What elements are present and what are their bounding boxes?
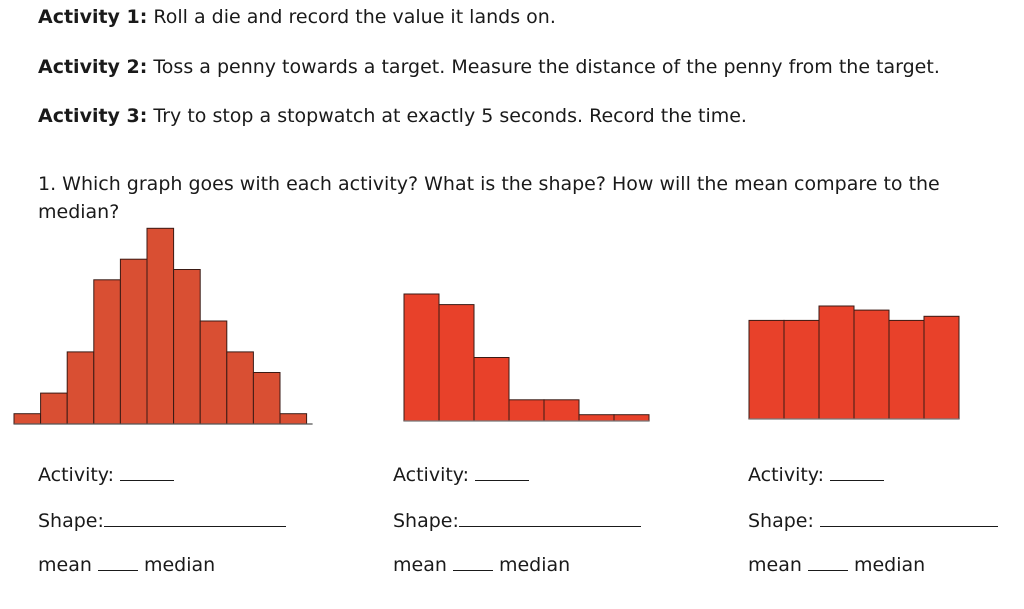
col1-activity-blank[interactable]: [120, 464, 174, 481]
chart2-bar-6: [579, 415, 614, 421]
col2-mean-label: mean: [393, 554, 447, 576]
chart1-bar-7: [174, 270, 201, 425]
col1-shape-label: Shape:: [38, 510, 104, 532]
col1-shape-row: [38, 510, 286, 532]
activity-2-line: [38, 56, 940, 78]
col3-shape-blank[interactable]: [820, 510, 998, 527]
chart1-bar-3: [67, 352, 94, 424]
col3-activity-blank[interactable]: [830, 464, 884, 481]
col1-shape-blank[interactable]: [104, 510, 286, 527]
chart2-bar-3: [474, 358, 509, 422]
col1-median-label: median: [143, 554, 216, 576]
chart1-bar-9: [227, 352, 254, 424]
chart3-bar-6: [924, 316, 959, 419]
chart3-bar-4: [854, 310, 889, 419]
col1-mean-row: [38, 554, 215, 576]
chart2-bar-1: [404, 294, 439, 421]
col3-shape-label: Shape:: [748, 510, 814, 532]
col3-shape-row: [748, 510, 998, 532]
chart2-bar-7: [614, 415, 649, 421]
col1-compare-blank[interactable]: [98, 554, 138, 571]
histogram-2: [404, 294, 652, 424]
col3-mean-row: [748, 554, 925, 576]
chart3-bar-2: [784, 320, 819, 419]
col2-median-label: median: [498, 554, 571, 576]
chart1-bar-2: [41, 393, 68, 424]
chart1-bar-4: [94, 280, 121, 424]
activity-2-label: Activity 2:: [38, 56, 148, 78]
col2-shape-label: Shape:: [393, 510, 459, 532]
chart1-bar-10: [253, 373, 280, 425]
chart1-bar-1: [14, 414, 41, 424]
col3-mean-label: mean: [748, 554, 802, 576]
activity-2-text: Toss a penny towards a target. Measure the distance of the penny from the target.: [153, 56, 940, 78]
col2-shape-row: [393, 510, 641, 532]
chart2-bar-4: [509, 400, 544, 421]
activity-1-line: [38, 6, 556, 28]
histogram-1: [12, 218, 312, 428]
chart3-bar-5: [889, 320, 924, 419]
col3-median-label: median: [853, 554, 926, 576]
col1-mean-label: mean: [38, 554, 92, 576]
col2-activity-row: [393, 464, 529, 486]
col1-activity-row: [38, 464, 174, 486]
chart3-bar-3: [819, 306, 854, 419]
question-text: 1. Which graph goes with each activity? What is the shape? How will the mean compare to the median?: [38, 173, 940, 223]
histogram-3: [749, 306, 963, 421]
activity-3-label: Activity 3:: [38, 105, 148, 127]
chart2-bar-5: [544, 400, 579, 421]
chart2-bar-2: [439, 305, 474, 421]
activity-3-text: Try to stop a stopwatch at exactly 5 seconds. Record the time.: [153, 105, 747, 127]
activity-1-text: Roll a die and record the value it lands on.: [153, 6, 556, 28]
col2-mean-row: [393, 554, 570, 576]
col2-shape-blank[interactable]: [459, 510, 641, 527]
col3-activity-row: [748, 464, 884, 486]
col3-activity-label: Activity:: [748, 464, 825, 486]
col2-activity-label: Activity:: [393, 464, 470, 486]
col2-compare-blank[interactable]: [453, 554, 493, 571]
chart3-bar-1: [749, 320, 784, 419]
chart1-bar-8: [200, 321, 227, 424]
chart1-bar-5: [120, 259, 147, 424]
col3-compare-blank[interactable]: [808, 554, 848, 571]
col2-activity-blank[interactable]: [475, 464, 529, 481]
activity-1-label: Activity 1:: [38, 6, 148, 28]
chart1-bar-6: [147, 228, 174, 424]
activity-3-line: [38, 105, 747, 127]
col1-activity-label: Activity:: [38, 464, 115, 486]
chart1-bar-11: [280, 414, 307, 424]
